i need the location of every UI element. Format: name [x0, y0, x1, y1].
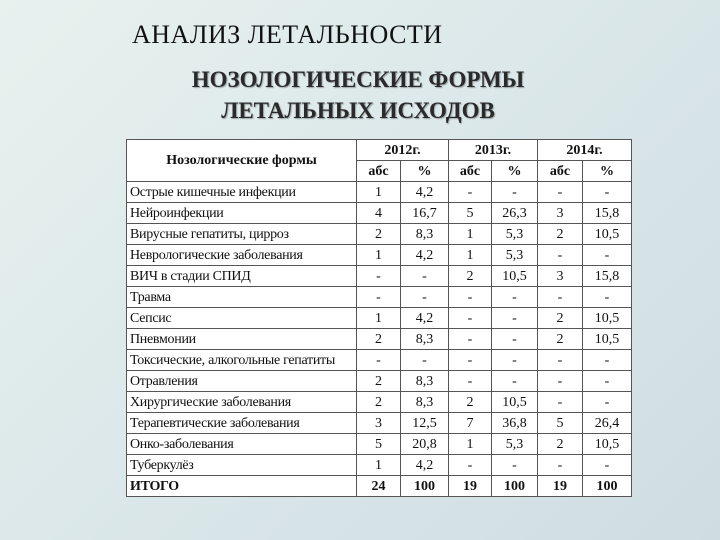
cell-abs: 3 — [538, 266, 583, 287]
cell-abs: - — [357, 287, 401, 308]
cell-abs: 2 — [357, 329, 401, 350]
cell-percent: 100 — [583, 476, 632, 497]
cell-abs: 2 — [357, 392, 401, 413]
subtitle-line-2: ЛЕТАЛЬНЫХ ИСХОДОВ — [221, 98, 495, 123]
cell-percent: - — [492, 182, 538, 203]
table-row — [127, 455, 632, 476]
header-abs: абс — [449, 161, 492, 182]
cell-percent: 8,3 — [401, 392, 449, 413]
header-percent: % — [401, 161, 449, 182]
row-name: Травма — [127, 287, 357, 308]
header-nosological-forms: Нозологические формы — [127, 140, 357, 182]
cell-percent: - — [583, 350, 632, 371]
cell-abs: 2 — [449, 266, 492, 287]
cell-abs: - — [449, 371, 492, 392]
cell-abs: 7 — [449, 413, 492, 434]
cell-percent: - — [401, 266, 449, 287]
table-row — [127, 350, 632, 371]
row-name: Онко-заболевания — [127, 434, 357, 455]
cell-percent: 12,5 — [401, 413, 449, 434]
cell-percent: - — [583, 245, 632, 266]
cell-percent: 5,3 — [492, 224, 538, 245]
cell-abs: - — [449, 308, 492, 329]
row-name: Пневмонии — [127, 329, 357, 350]
cell-abs: 1 — [357, 182, 401, 203]
cell-percent: - — [401, 350, 449, 371]
header-row-years — [127, 140, 632, 161]
row-name: Токсические, алкогольные гепатиты — [127, 350, 357, 371]
cell-abs: - — [449, 182, 492, 203]
cell-abs: 1 — [357, 308, 401, 329]
row-name: Вирусные гепатиты, цирроз — [127, 224, 357, 245]
cell-percent: 10,5 — [583, 329, 632, 350]
cell-abs: 2 — [357, 224, 401, 245]
row-name: Неврологические заболевания — [127, 245, 357, 266]
slide-title: АНАЛИЗ ЛЕТАЛЬНОСТИ — [132, 20, 443, 49]
cell-percent: 15,8 — [583, 266, 632, 287]
cell-percent: 10,5 — [492, 266, 538, 287]
cell-percent: 4,2 — [401, 182, 449, 203]
table-row — [127, 224, 632, 245]
cell-abs: 2 — [357, 371, 401, 392]
cell-abs: 1 — [449, 224, 492, 245]
cell-percent: 5,3 — [492, 245, 538, 266]
table-row — [127, 434, 632, 455]
table-row — [127, 182, 632, 203]
total-label: ИТОГО — [127, 476, 357, 497]
cell-percent: 15,8 — [583, 203, 632, 224]
cell-abs: 5 — [449, 203, 492, 224]
row-name: Туберкулёз — [127, 455, 357, 476]
cell-abs: - — [449, 455, 492, 476]
cell-abs: - — [449, 329, 492, 350]
cell-abs: 19 — [538, 476, 583, 497]
cell-percent: - — [583, 371, 632, 392]
cell-abs: 1 — [449, 434, 492, 455]
row-name: Сепсис — [127, 308, 357, 329]
subtitle-line-1: НОЗОЛОГИЧЕСКИЕ ФОРМЫ — [191, 67, 525, 92]
cell-percent: - — [492, 287, 538, 308]
table-body — [127, 182, 632, 497]
table-row — [127, 392, 632, 413]
cell-percent: 4,2 — [401, 455, 449, 476]
cell-abs: - — [449, 287, 492, 308]
header-year-2014: 2014г. — [538, 140, 632, 161]
cell-percent: 26,4 — [583, 413, 632, 434]
cell-percent: - — [492, 455, 538, 476]
slide-subtitle — [0, 64, 720, 126]
cell-percent: - — [583, 182, 632, 203]
cell-abs: - — [357, 350, 401, 371]
cell-abs: - — [449, 350, 492, 371]
cell-abs: 19 — [449, 476, 492, 497]
header-year-2013: 2013г. — [449, 140, 538, 161]
cell-percent: 10,5 — [583, 308, 632, 329]
cell-percent: 100 — [401, 476, 449, 497]
cell-abs: - — [538, 182, 583, 203]
cell-percent: 20,8 — [401, 434, 449, 455]
cell-percent: - — [492, 308, 538, 329]
header-abs: абс — [357, 161, 401, 182]
cell-abs: - — [538, 371, 583, 392]
header-year-2012: 2012г. — [357, 140, 449, 161]
cell-percent: - — [492, 371, 538, 392]
cell-abs: - — [538, 350, 583, 371]
table-row — [127, 308, 632, 329]
cell-percent: - — [492, 329, 538, 350]
cell-abs: 3 — [357, 413, 401, 434]
cell-abs: 4 — [357, 203, 401, 224]
cell-percent: 4,2 — [401, 308, 449, 329]
cell-percent: 16,7 — [401, 203, 449, 224]
cell-percent: - — [583, 287, 632, 308]
cell-percent: 10,5 — [492, 392, 538, 413]
row-name: ВИЧ в стадии СПИД — [127, 266, 357, 287]
table-row — [127, 413, 632, 434]
row-name: Терапевтические заболевания — [127, 413, 357, 434]
cell-abs: 1 — [357, 245, 401, 266]
header-percent: % — [583, 161, 632, 182]
table-row — [127, 287, 632, 308]
cell-abs: 24 — [357, 476, 401, 497]
cell-percent: 8,3 — [401, 371, 449, 392]
cell-percent: 8,3 — [401, 329, 449, 350]
table-row — [127, 245, 632, 266]
cell-percent: - — [583, 392, 632, 413]
header-percent: % — [492, 161, 538, 182]
cell-abs: - — [538, 287, 583, 308]
cell-abs: 5 — [357, 434, 401, 455]
header-abs: абс — [538, 161, 583, 182]
cell-percent: - — [583, 455, 632, 476]
cell-percent: 8,3 — [401, 224, 449, 245]
cell-abs: - — [538, 455, 583, 476]
cell-percent: 10,5 — [583, 224, 632, 245]
cell-abs: - — [538, 392, 583, 413]
cell-abs: 3 — [538, 203, 583, 224]
mortality-table — [126, 139, 632, 497]
cell-abs: - — [357, 266, 401, 287]
cell-percent: - — [492, 350, 538, 371]
cell-abs: 1 — [449, 245, 492, 266]
cell-abs: 1 — [357, 455, 401, 476]
total-row — [127, 476, 632, 497]
row-name: Острые кишечные инфекции — [127, 182, 357, 203]
cell-abs: 2 — [538, 434, 583, 455]
table-row — [127, 203, 632, 224]
cell-percent: 4,2 — [401, 245, 449, 266]
cell-percent: 5,3 — [492, 434, 538, 455]
row-name: Хирургические заболевания — [127, 392, 357, 413]
cell-percent: 36,8 — [492, 413, 538, 434]
cell-percent: 26,3 — [492, 203, 538, 224]
cell-percent: 100 — [492, 476, 538, 497]
table-row — [127, 266, 632, 287]
cell-abs: 2 — [538, 308, 583, 329]
cell-percent: 10,5 — [583, 434, 632, 455]
cell-percent: - — [401, 287, 449, 308]
cell-abs: 2 — [538, 329, 583, 350]
cell-abs: 5 — [538, 413, 583, 434]
cell-abs: - — [538, 245, 583, 266]
cell-abs: 2 — [538, 224, 583, 245]
cell-abs: 2 — [449, 392, 492, 413]
table-row — [127, 329, 632, 350]
table-row — [127, 371, 632, 392]
row-name: Нейроинфекции — [127, 203, 357, 224]
row-name: Отравления — [127, 371, 357, 392]
